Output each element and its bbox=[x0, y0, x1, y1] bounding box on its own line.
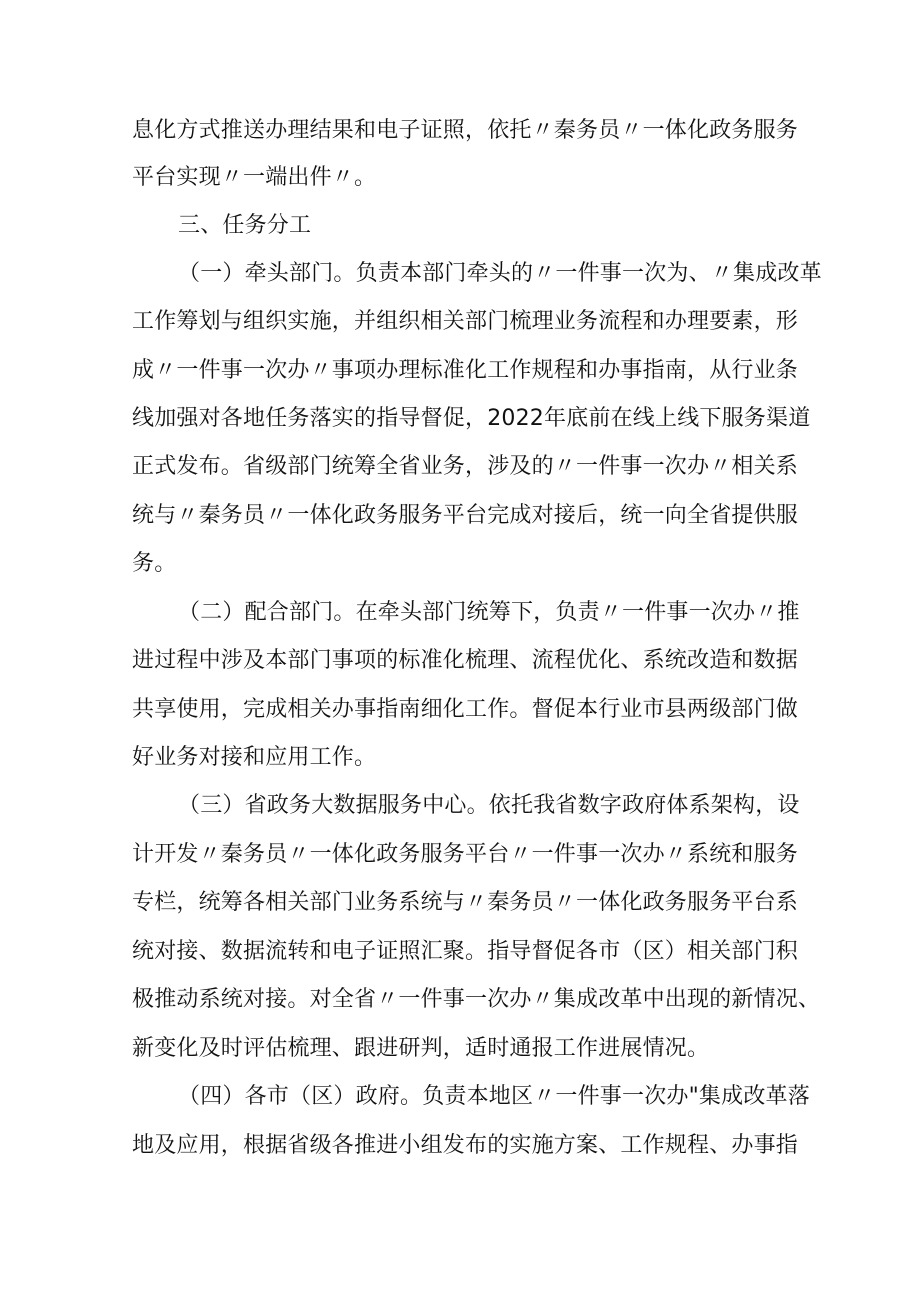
paragraph-3-line-6: 新变化及时评估梳理、跟进研判，适时通报工作进展情况。 bbox=[132, 1036, 710, 1061]
body-text-line-1: 息化方式推送办理结果和电子证照，依托〃秦务员〃一体化政务服务 bbox=[132, 118, 799, 143]
paragraph-3-line-1: （三）省政务大数据服务中心。依托我省数字政府体系架构，设 bbox=[178, 793, 800, 818]
paragraph-1-line-4: 线加强对各地任务落实的指导督促，2022年底前在线上线下服务渠道 bbox=[132, 406, 811, 431]
paragraph-3-line-3: 专栏，统筹各相关部门业务系统与〃秦务员〃一体化政务服务平台系 bbox=[132, 890, 799, 915]
paragraph-3-line-2: 计开发〃秦务员〃一体化政务服务平台〃一件事一次办〃系统和服务 bbox=[132, 842, 799, 867]
section-heading: 三、任务分工 bbox=[178, 213, 312, 238]
paragraph-1-line-7: 务。 bbox=[132, 551, 177, 576]
paragraph-1-line-5: 正式发布。省级部门统筹全省业务，涉及的〃一件事一次办〃相关系 bbox=[132, 454, 799, 479]
paragraph-2-line-1: （二）配合部门。在牵头部门统筹下，负责〃一件事一次办〃推 bbox=[178, 600, 800, 625]
paragraph-3-line-4: 统对接、数据流转和电子证照汇聚。指导督促各市（区）相关部门积 bbox=[132, 939, 799, 964]
paragraph-1-line-6: 统与〃秦务员〃一体化政务服务平台完成对接后，统一向全省提供服 bbox=[132, 503, 799, 528]
paragraph-1-line-3: 成〃一件事一次办〃事项办理标准化工作规程和办事指南，从行业条 bbox=[132, 358, 799, 383]
paragraph-4-line-2: 地及应用，根据省级各推进小组发布的实施方案、工作规程、办事指 bbox=[132, 1133, 799, 1158]
paragraph-3-line-5: 极推动系统对接。对全省〃一件事一次办〃集成改革中出现的新情况、 bbox=[132, 987, 821, 1012]
paragraph-1-line-1: （一）牵头部门。负责本部门牵头的〃一件事一次为、〃集成改革 bbox=[178, 261, 822, 286]
paragraph-2-line-3: 共享使用，完成相关办事指南细化工作。督促本行业市县两级部门做 bbox=[132, 697, 799, 722]
paragraph-4-line-1: （四）各市（区）政府。负责本地区〃一件事一次办"集成改革落 bbox=[178, 1084, 810, 1109]
paragraph-2-line-2: 进过程中涉及本部门事项的标准化梳理、流程优化、系统改造和数据 bbox=[132, 648, 799, 673]
paragraph-2-line-4: 好业务对接和应用工作。 bbox=[132, 745, 377, 770]
paragraph-1-line-2: 工作筹划与组织实施，并组织相关部门梳理业务流程和办理要素，形 bbox=[132, 309, 799, 334]
body-text-line-2: 平台实现〃一端出件〃。 bbox=[132, 165, 377, 190]
